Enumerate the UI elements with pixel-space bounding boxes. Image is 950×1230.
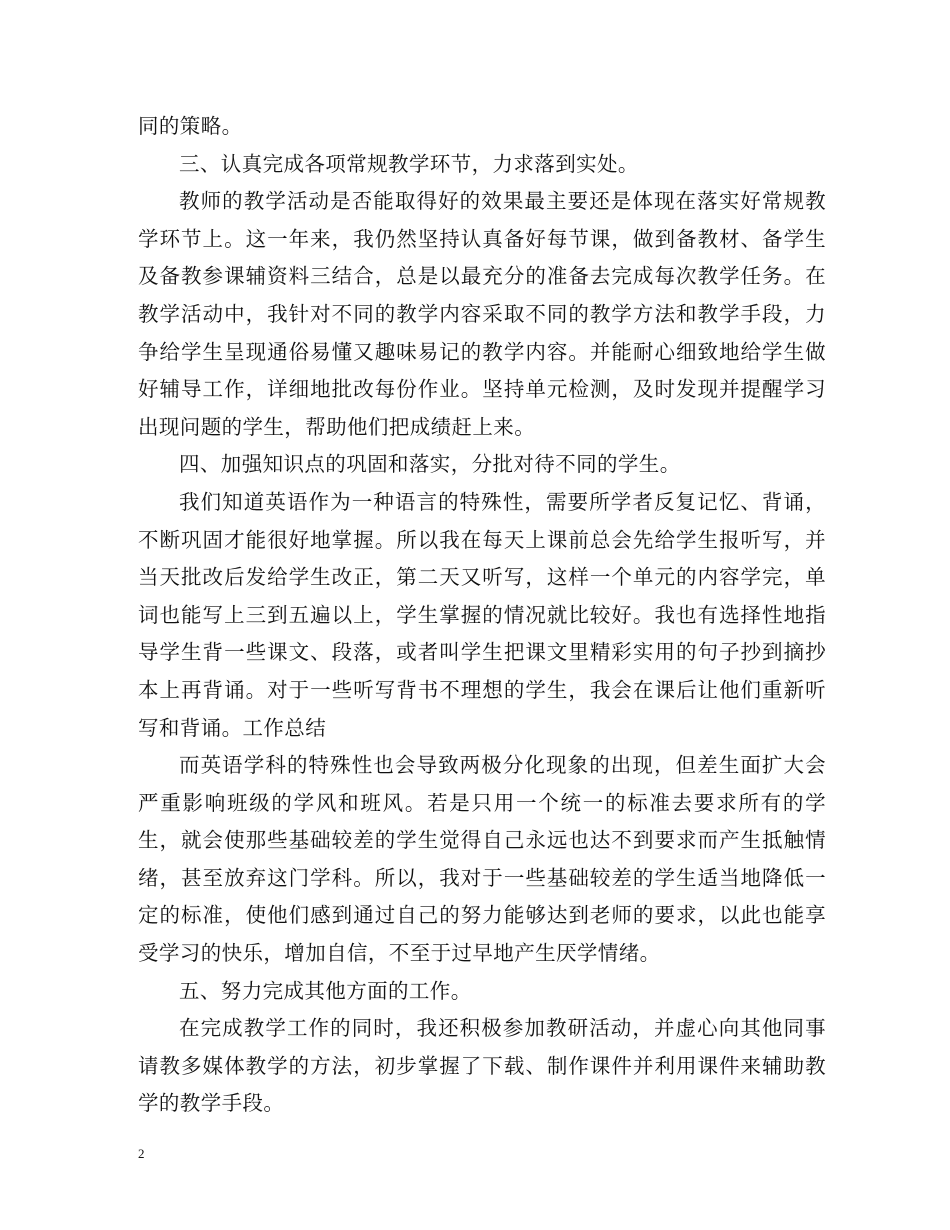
paragraph: 教师的教学活动是否能取得好的效果最主要还是体现在落实好常规教学环节上。这一年来，我仍然坚持认真备好每节课，做到备教材、备学生及备教参课辅资料三结合，总是以最充分的准备去完成每次教学任务。在教学活动中，我针对不同的教学内容采取不同的教学方法和教学手段，力争给学生呈现通俗易懂又趣味易记的教学内容。并能耐心细致地给学生做好辅导工作，详细地批改每份作业。坚持单元检测，及时发现并提醒学习出现问题的学生，帮助他们把成绩赶上来。: [138, 189, 826, 439]
document-body: [138, 108, 826, 1123]
paragraph: 而英语学科的特殊性也会导致两极分化现象的出现，但差生面扩大会严重影响班级的学风和班风。若是只用一个统一的标准去要求所有的学生，就会使那些基础较差的学生觉得自己永远也达不到要求而产生抵触情绪，甚至放弃这门学科。所以，我对于一些基础较差的学生适当地降低一定的标准，使他们感到通过自己的努力能够达到老师的要求，以此也能享受学习的快乐，增加自信，不至于过早地产生厌学情绪。: [138, 753, 826, 966]
paragraph: 我们知道英语作为一种语言的特殊性，需要所学者反复记忆、背诵，不断巩固才能很好地掌握。所以我在每天上课前总会先给学生报听写，并当天批改后发给学生改正，第二天又听写，这样一个单元的内容学完，单词也能写上三到五遍以上，学生掌握的情况就比较好。我也有选择性地指导学生背一些课文、段落，或者叫学生把课文里精彩实用的句子抄到摘抄本上再背诵。对于一些听写背书不理想的学生，我会在课后让他们重新听写和背诵。工作总结: [138, 489, 826, 740]
section-heading-5: 五、努力完成其他方面的工作。: [179, 978, 472, 1003]
section-heading-4: 四、加强知识点的巩固和落实，分批对待不同的学生。: [179, 452, 681, 477]
section-heading-3: 三、认真完成各项常规教学环节，力求落到实处。: [179, 151, 639, 176]
page-number: 2: [138, 1146, 145, 1161]
paragraph-continuation: 同的策略。: [138, 114, 243, 138]
paragraph: 在完成教学工作的同时，我还积极参加教研活动，并虚心向其他同事请教多媒体教学的方法，初步掌握了下载、制作课件并利用课件来辅助教学的教学手段。: [138, 1016, 826, 1116]
